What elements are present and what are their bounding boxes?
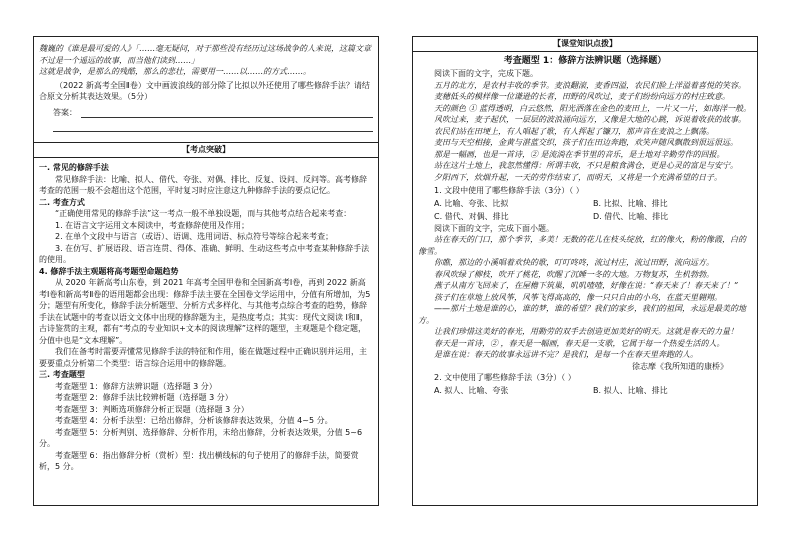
question-type-5: 考查题型 5：分析判别、选择修辞、分析作用，未给出修辞，分析表达效果，分值 5~6 分。 — [39, 427, 363, 448]
passage1-line-1: 五月的北方，是农村丰收的季节。麦浪翻滚，麦香四溢，农民们脸上洋溢着喜悦的笑容。 — [434, 80, 746, 90]
answer-line-1[interactable] — [81, 108, 373, 118]
passage2-line-9: 是谁在说：春天的故事永远讲不完？是我们，是每一个在春天里奔跑的人。 — [434, 350, 698, 359]
right-page — [412, 36, 758, 506]
passage2-line-4: 燕子从南方飞回来了，在屋檐下筑巢，叽叽喳喳，好像在说：“春天来了！春天来了！” — [434, 281, 739, 290]
question-type-6: 考查题型 6：指出修辞分析（赏析）型：找出横线标的句子使用了的修辞手法，简要赏析，5 分。 — [39, 450, 359, 471]
section-header: 【考点突破】 — [34, 142, 378, 158]
passage1-line-8: 站在这片土地上，我忽然懂得：所谓丰收，不只是粮食满仓，更是心灵的富足与安宁。 — [434, 161, 738, 170]
exam-method-intro: “正确使用常见的修辞手法”这一考点一般不单独设题，而与其他考点结合起来考查： — [55, 209, 352, 218]
passage1-line-4: 风吹过来，麦子起伏，一层层的波浪涌向远方，又像是大地的心跳，诉说着收获的故事。 — [434, 115, 746, 124]
instruction-1: 阅读下面的文字，完成下题。 — [434, 69, 538, 78]
q2-option-b[interactable]: B. 拟人、比喻、排比 — [593, 385, 668, 395]
heading-1: 一. 常见的修辞手法 — [39, 163, 109, 172]
top-paragraph: 魏巍的《谁是最可爱的人》「……毫无疑问，对于那些没有经历过这场战争的人来说，这篇文章不过是一个遥远的故事，而当他们读到……」 — [39, 44, 371, 65]
instruction-2: 阅读下面的文字，完成下面小题。 — [434, 223, 554, 233]
question-type-2: 考查题型 2：修辞手法比较辨析题（选择题 3 分） — [55, 393, 233, 402]
right-title: 考查题型 1：修辞方法辨识题（选择题） — [503, 56, 667, 66]
question-type-3: 考查题型 3：判断选项修辞分析正误题（选择题 3 分） — [55, 404, 249, 414]
right-header: 【课堂知识点拨】 — [413, 37, 757, 52]
paragraph-3: 从 2020 年新高考山东卷，到 2021 年高考全国甲卷和全国新高考Ⅰ卷，再到 2022 新高考Ⅰ卷和新高考Ⅱ卷的语用题都会出现：修辞手法主要在全国卷文学运用中，分值有所增加，为5分；题型有所变化，修辞手法分析题型、分析方式多样化、与其他考点综合考查的趋势，修辞手法在试题中的考查以语文文体中出现的修辞题为主，是热度考点；其实：现代文阅读 Ⅰ和Ⅱ，古诗鉴赏的主观，都有“考点的专业知识+文本的阅读理解”这样的题型，主观题是个稳定题，分值中也是“文本理解”。 — [39, 278, 371, 345]
heading-4: 三. 考查题型 — [39, 370, 85, 379]
question-type-1: 考查题型 1：修辞方法辨识题（选择题 3 分） — [55, 381, 217, 391]
passage1-line-3: 天的颜色 ① 蓝得透明，白云悠然，阳光洒落在金色的麦田上，一片又一片，如海洋一般。 — [434, 103, 752, 113]
left-page — [33, 36, 379, 506]
q1-option-a[interactable]: A. 比喻、夸张、比拟 — [434, 198, 509, 208]
question-2: 2. 文中使用了哪些修辞手法（3分）（ ） — [434, 373, 576, 382]
answer-label: 答案： — [53, 107, 77, 117]
passage1-line-6: 麦田与天空相接，金黄与湛蓝交织，孩子们在田边奔跑，欢笑声随风飘散到很远很远。 — [434, 138, 738, 147]
passage2-line-5: 孩子们在草地上放风筝，风筝飞得高高的，像一只只自由的小鸟，在蓝天里翱翔。 — [434, 292, 722, 302]
passage1-line-7: 那是一幅画，也是一首诗，② 是流淌在季节里的音乐，是土地对辛勤劳作的回报。 — [434, 149, 725, 159]
exam-method-1: 1. 在语言文字运用文本阅读中，考查修辞使用及作用； — [55, 220, 250, 230]
passage2-line-2: 你瞧，那边的小溪唱着欢快的歌，叮叮咚咚，流过村庄，流过田野，流向远方。 — [434, 258, 714, 267]
passage2-line-6: ——那片土地是谁的心，谁的梦，谁的希望？我们的家乡，我们的祖国，永远是最美的地方。 — [418, 304, 746, 325]
heading-2: 二. 考查方式 — [39, 197, 85, 207]
passage1-line-5: 农民们站在田埂上，有人唱起了歌，有人挥起了镰刀，那声音在麦浪之上飘荡。 — [434, 126, 714, 136]
heading-3: 4. 修辞手法主观题将高考题型命题趋势 — [39, 266, 179, 276]
exam-method-2: 2. 在单个文段中与语言（或语）、语调、选用词语、标点符号等综合起来考查； — [55, 232, 334, 241]
passage1-line-9: 夕阳西下，炊烟升起，一天的劳作结束了，而明天，又将是一个充满希望的日子。 — [434, 172, 722, 182]
question-type-4: 考查题型 4：分析手法型：已给出修辞，分析该修辞表达效果，分值 4~5 分。 — [55, 416, 333, 425]
q1-option-b[interactable]: B. 比拟、比喻、排比 — [593, 198, 668, 208]
answer-line-2[interactable] — [53, 122, 373, 132]
paragraph-1: 常见修辞手法：比喻、拟人、借代、夸张、对偶、排比、反复、设问、反问等。高考修辞考查的范围一般不会超出这个范围，平时复习时应注意这九种修辞手法的要点记忆。 — [39, 174, 367, 195]
paragraph-4: 我们在备考时需要弄懂常见修辞手法的特征和作用，能在做题过程中正确识别并运用，主要要重点分析第二个类型：语言综合运用中的修辞题。 — [39, 347, 367, 368]
attribution: 徐志摩《我所知道的康桥》 — [632, 361, 728, 371]
q2-option-a[interactable]: A. 拟人、比喻、夸张 — [434, 385, 509, 395]
passage2-line-1: 站在春天的门口，那个季节，多美！无数的花儿在枝头绽放，红的像火，粉的像霞，白的像雪。 — [418, 235, 746, 256]
question-1: 1. 文段中使用了哪些修辞手法（3分）（ ） — [434, 186, 584, 195]
passage1-line-2: 麦穗低头的模样像一位谦逊的长者，田野的风吹过，麦子们纷纷向远方的村庄致意。 — [434, 92, 730, 101]
top-paragraph-line2: 这就是战争，是那么的残酷，那么的悲壮，需要用一……以……的方式……。 — [39, 67, 311, 76]
exam-question: （2022 新高考全国Ⅱ卷）文中画波浪线的部分除了比拟以外还使用了哪些修辞手法？请结合原文分析其表达效果。（5分） — [39, 80, 370, 101]
q1-option-c[interactable]: C. 借代、对偶、排比 — [434, 211, 509, 221]
exam-method-3: 3. 在仿写、扩展语段、语言连贯、得体、准确、鲜明、生动这些考点中考查某种修辞手法的使用。 — [39, 243, 370, 264]
passage2-line-7: 让我们珍惜这美好的春光，用勤劳的双手去创造更加美好的明天。这就是春天的力量！ — [434, 327, 738, 336]
passage2-line-8: 春天是一首诗，② ，春天是一幅画，春天是一支歌，它属于每一个热爱生活的人。 — [434, 338, 725, 348]
q1-option-d[interactable]: D. 借代、比喻、排比 — [593, 211, 669, 221]
passage2-line-3: 春风吹绿了柳枝，吹开了桃花，吹醒了沉睡一冬的大地。万物复苏，生机勃勃。 — [434, 269, 714, 279]
